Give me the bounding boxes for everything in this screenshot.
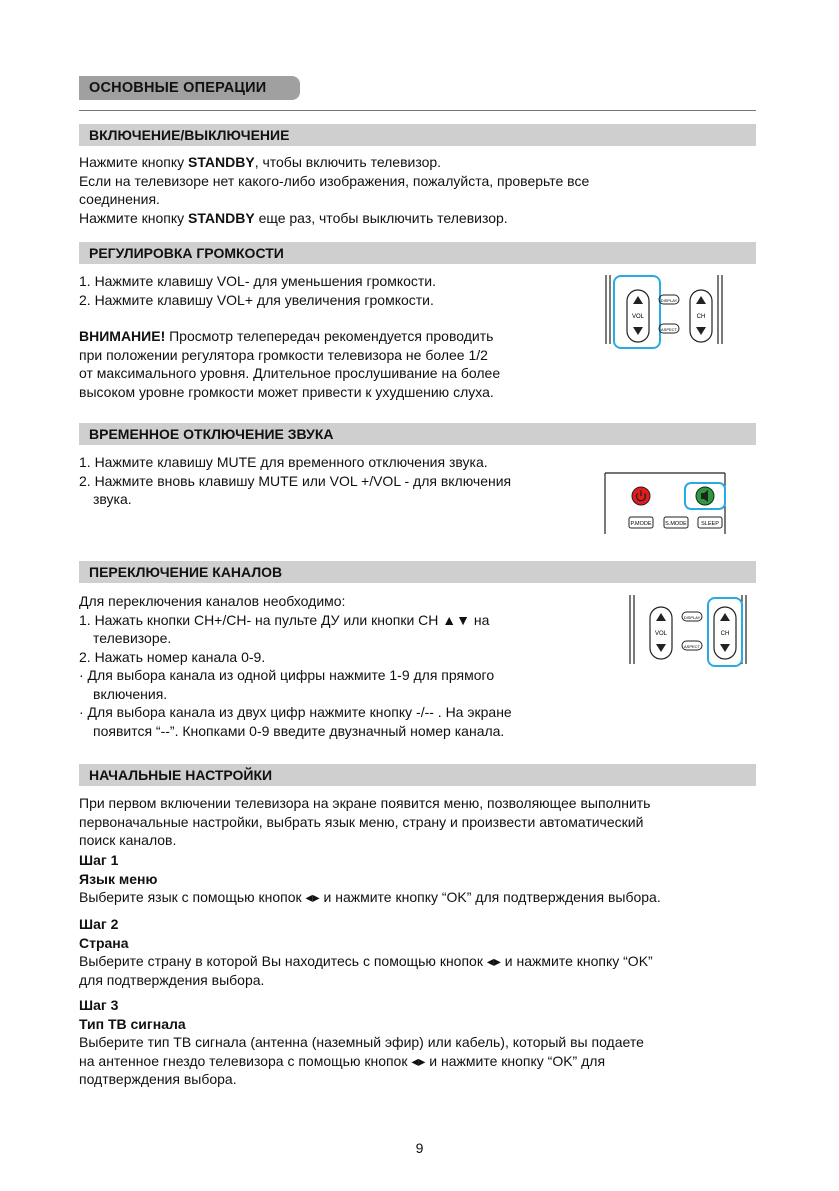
heading-setup: НАЧАЛЬНЫЕ НАСТРОЙКИ [79,764,756,786]
power-text: Нажмите кнопку STANDBY, чтобы включить телевизор. Если на телевизоре нет какого-либо изображения, пожалуйста, проверьте все соединения. Нажмите кнопку STANDBY еще раз, чтобы выключить телевизор. [79,154,590,226]
pmode-label: P.MODE [630,521,652,527]
vol-label: VOL [654,631,668,637]
smode-label: S.MODE [665,521,687,527]
volume-steps: 1. Нажмите клавишу VOL- для уменьшения громкости. 2. Нажмите клавишу VOL+ для увеличения громкости. [79,273,437,308]
mute-text: 1. Нажмите клавишу MUTE для временного отключения звука. 2. Нажмите вновь клавишу MUTE или VOL +/VOL - для включения звука. [79,454,512,507]
ch-label: CH [696,314,706,320]
display-label: DISPLAY [660,298,678,303]
setup-step1: Шаг 1 Язык меню Выберите язык с помощью кнопок ◂▸ и нажмите кнопку “OK” для подтверждения выбора. [79,852,661,905]
aspect-label: ASPECT [683,644,701,649]
setup-intro: При первом включении телевизора на экране появится меню, позволяющее выполнить первоначальные настройки, выбрать язык меню, страну и произвести автоматический поиск каналов. [79,795,651,848]
sleep-label: SLEEP [701,521,719,527]
setup-step2: Шаг 2 Страна Выберите страну в которой Вы находитесь с помощью кнопок ◂▸ и нажмите кнопку “OK” для подтверждения выбора. [79,916,653,988]
aspect-label: ASPECT [660,327,678,332]
volume-warning: ВНИМАНИЕ! Просмотр телепередач рекомендуется проводить при положении регулятора громкости телевизора не более 1/2 от максимального уровня. Длительное прослушивание на более высоком уровне громкости может привести к ухудшению слуха. [79,328,501,400]
setup-step3: Шаг 3 Тип ТВ сигнала Выберите тип ТВ сигнала (антенна (наземный эфир) или кабель), который вы подаете на антенное гнездо телевизора с помощью кнопок ◂▸ и нажмите кнопку “OK” для подтверждения выбора. [79,997,644,1087]
remote-mute-illustration [604,472,726,536]
ch-label: CH [720,631,730,637]
heading-power: ВКЛЮЧЕНИЕ/ВЫКЛЮЧЕНИЕ [79,124,756,146]
vol-label: VOL [631,314,645,320]
remote-ch-illustration [628,592,750,672]
display-label: DISPLAY [683,615,701,620]
header-rule [79,110,756,111]
remote-vol-illustration [604,272,724,352]
heading-mute: ВРЕМЕННОЕ ОТКЛЮЧЕНИЕ ЗВУКА [79,423,756,445]
channels-text: Для переключения каналов необходимо: 1. Нажать кнопки CH+/CH- на пульте ДУ или кнопки CH ▲▼ на телевизоре. 2. Нажать номер канала 0-9. · Для выбора канала из одной цифры нажмите 1-9 для прямого включения. · Для выбора канала из двух цифр нажмите кнопку -/-- . На экране появится “--”. Кнопками 0-9 введите двузначный номер канала. [79,593,512,739]
page-number: 9 [415,1140,424,1156]
heading-volume: РЕГУЛИРОВКА ГРОМКОСТИ [79,242,756,264]
heading-channels: ПЕРЕКЛЮЧЕНИЕ КАНАЛОВ [79,561,756,583]
section-tab: ОСНОВНЫЕ ОПЕРАЦИИ [79,76,300,100]
